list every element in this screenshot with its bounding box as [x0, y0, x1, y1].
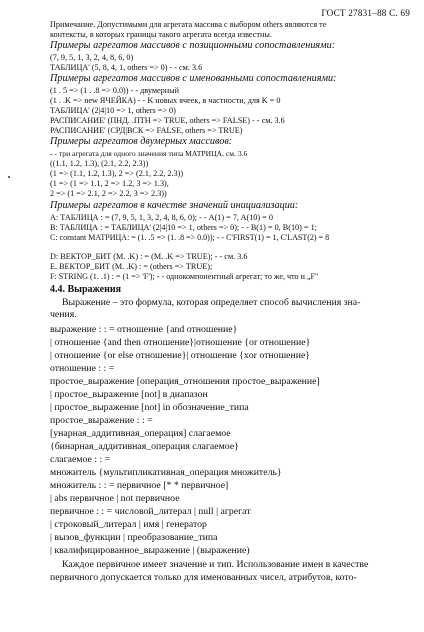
grammar-rule: слагаемое : : =: [50, 454, 111, 465]
examples-heading-positional: Примеры агрегатов массивов с позиционными сопоставлениями:: [50, 40, 336, 51]
grammar-rule: | простое_выражение [not] в диапазон: [50, 389, 208, 400]
grammar-rule: первичное : : = числовой_литерал | null | агрегат: [50, 506, 251, 517]
code-line: A: ТАБЛИЦА : = (7, 9, 5, 1, 3, 2, 4, 8, 6, 0); - - A(1) = 7, A(10) = 0: [50, 213, 273, 222]
grammar-rule: простое_выражение [операция_отношения простое_выражение]: [50, 376, 320, 387]
grammar-rule: множитель {мультипликативная_операция множитель}: [50, 467, 282, 478]
grammar-rule: | вызов_функции | преобразование_типа: [50, 532, 218, 543]
body-paragraph: первичного допускается только для именованных чисел, атрибутов, кото-: [50, 572, 357, 583]
grammar-rule: | abs первичное | not первичное: [50, 493, 180, 504]
grammar-rule: | простое_выражение [not] in обозначение_типа: [50, 402, 249, 413]
scan-speck: [8, 176, 10, 178]
code-line: E. ВЕКТОР_БИТ (M. .K) : = (others => TRUE);: [50, 262, 213, 271]
grammar-rule: | отношение {and then отношение}|отношение {or отношение}: [50, 337, 311, 348]
code-line: F: STRING (1. .1) : = (1 => 'F'); - - однокомпонентный агрегат; то же, что и „F": [50, 272, 319, 281]
section-heading: 4.4. Выражения: [50, 284, 122, 295]
code-line: (1 => (1.1, 1.2, 1.3), 2 => (2.1, 2.2, 2.3)): [50, 169, 184, 178]
grammar-rule: | строковый_литерал | имя | генератор: [50, 519, 207, 530]
grammar-rule: | квалифицированное_выражение | (выражение): [50, 545, 250, 556]
note-line: контексты, в которых границы такого агрегата всегда известны.: [50, 30, 272, 39]
code-line: (1 => (1 => 1.1, 2 => 1.2, 3 => 1.3),: [50, 179, 169, 188]
examples-heading-2d: Примеры агрегатов двумерных массивов:: [50, 136, 233, 147]
grammar-rule: [унарная_аддитивная_операция] слагаемое: [50, 428, 231, 439]
code-line: ТАБЛИЦА' (2|4|10 => 1, others => 0): [50, 106, 176, 115]
grammar-rule: простое_выражение : : =: [50, 415, 153, 426]
page-header: ГОСТ 27831–88 С. 69: [321, 8, 410, 18]
grammar-rule: выражение : : = отношение {and отношение}: [50, 324, 238, 335]
code-line: ((1.1, 1.2, 1.3), (2.1, 2.2, 2.3)): [50, 159, 149, 168]
intro-paragraph: Выражение – это формула, которая определяет способ вычисления зна-: [62, 297, 361, 308]
code-line: РАСПИСАНИЕ' (ПНД. .ПТН => TRUE, others => FALSE) - - см. 3.6: [50, 116, 285, 125]
code-line: D: ВЕКТОР_БИТ (M. .K) : = (M. .K => TRUE); - - см. 3.6: [50, 252, 248, 261]
intro-paragraph: чения.: [50, 309, 77, 320]
examples-heading-named: Примеры агрегатов массивов с именованными сопоставлениями:: [50, 73, 337, 84]
body-paragraph: Каждое первичное имеет значение и тип. Использование имен в качестве: [62, 559, 369, 570]
code-line: (7, 9, 5, 1, 3, 2, 4, 8, 6, 0): [50, 53, 134, 62]
code-line: 2 => (1 => 2.1, 2 => 2.2, 3 => 2.3)): [50, 189, 167, 198]
grammar-rule: {бинарная_аддитивная_операция слагаемое}: [50, 441, 239, 452]
grammar-rule: | отношение {or else отношение}| отношение {xor отношение}: [50, 350, 310, 361]
examples-heading-init: Примеры агрегатов в качестве значений инициализации:: [50, 200, 299, 211]
code-line: ТАБЛИЦА' (5, 8, 4, 1, others => 0) - - см. 3.6: [50, 63, 203, 72]
code-line: - - три агрегата для одного значения типа МАТРИЦА, см. 3.6: [50, 149, 248, 158]
code-line: C: constant МАТРИЦА: = (1. .5 => (1. .8 => 0.0)); - - C'FIRST(1) = 1, C'LAST(2) = 8: [50, 233, 330, 242]
code-line: РАСПИСАНИЕ' (СРД|ВСК => FALSE, others => TRUE): [50, 126, 243, 135]
code-line: (1 . .K => new ЯЧЕЙКА) - - K новых ячеек, в частности, для K = 0: [50, 96, 281, 105]
grammar-rule: множитель : : = первичное [* * первичное]: [50, 480, 229, 491]
grammar-rule: отношение : : =: [50, 363, 115, 374]
code-line: (1 . 5 => (1 . .8 => 0.0)) - - двумерный: [50, 86, 180, 95]
note-line: Примечание. Допустимыми для агрегата массива с выбором others являются те: [50, 20, 327, 29]
code-line: B: ТАБЛИЦА : = ТАБЛИЦА' (2|4|10 => 1, others => 0); - - B(1) = 0, B(10) = 1;: [50, 223, 317, 232]
